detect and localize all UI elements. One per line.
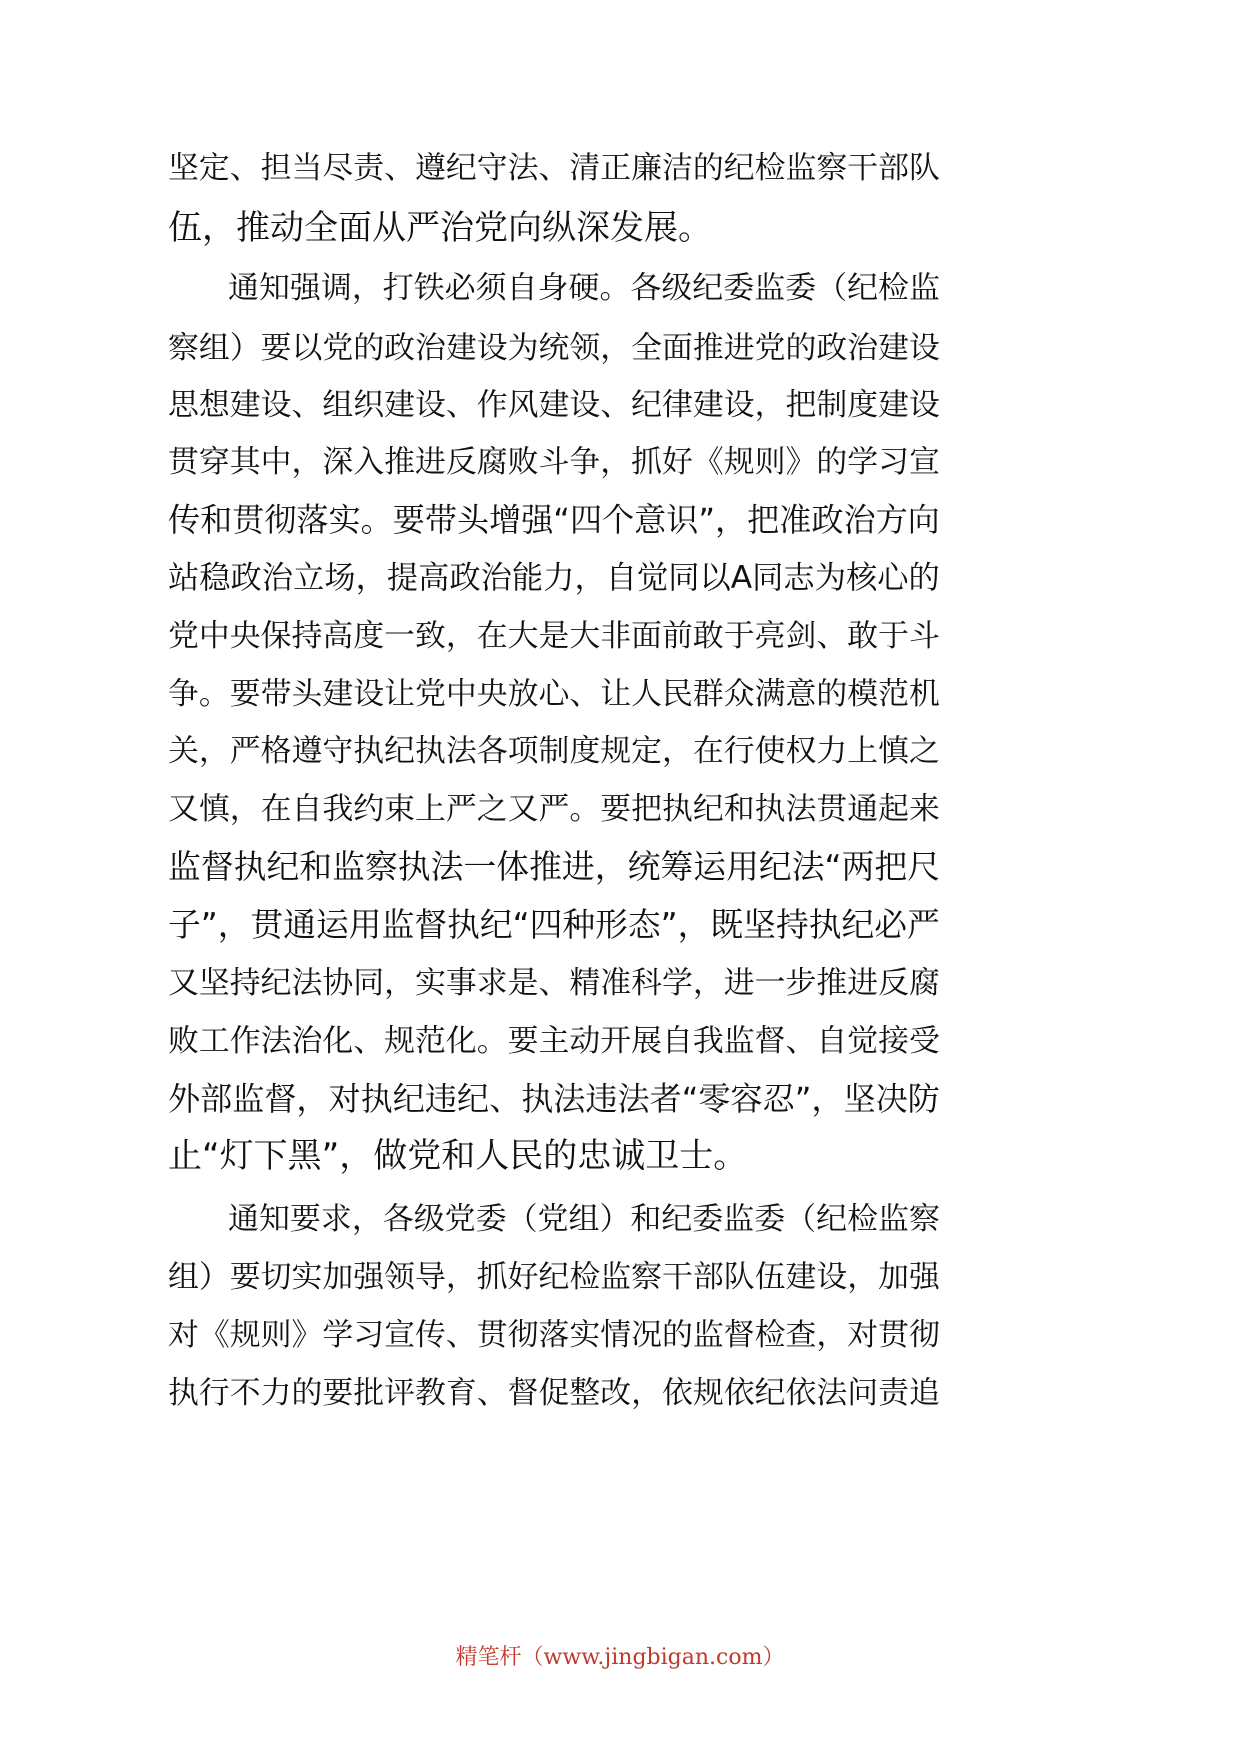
text-line: 止“灯下黑”，做党和人民的忠诚卫士。	[168, 1136, 748, 1176]
text-line: 外部监督，对执纪违纪、执法违法者“零容忍”，坚决防	[168, 1080, 940, 1118]
text-line: 传和贯彻落实。要带头增强“四个意识”，把准政治方向	[168, 501, 940, 539]
footer-watermark: 精笔杆（www.jingbigan.com）	[455, 1645, 785, 1670]
text-line: 又慎，在自我约束上严之又严。要把执纪和执法贯通起来	[168, 791, 940, 827]
text-line: 监督执纪和监察执法一体推进，统筹运用纪法“两把尺	[168, 848, 941, 886]
text-line: 贯穿其中，深入推进反腐败斗争，抓好《规则》的学习宣	[168, 444, 940, 480]
text-line: 察组）要以党的政治建设为统领，全面推进党的政治建设	[168, 330, 940, 366]
text-line: 思想建设、组织建设、作风建设、纪律建设，把制度建设	[168, 387, 940, 423]
text-line: 党中央保持高度一致，在大是大非面前敢于亮剑、敢于斗	[168, 618, 940, 654]
text-line: 坚定、担当尽责、遵纪守法、清正廉洁的纪检监察干部队	[168, 150, 940, 186]
text-line: 又坚持纪法协同，实事求是、精准科学，进一步推进反腐	[168, 965, 940, 1001]
text-line: 站稳政治立场，提高政治能力，自觉同以A同志为核心的	[168, 560, 940, 596]
text-line: 争。要带头建设让党中央放心、让人民群众满意的模范机	[168, 676, 940, 712]
text-line: 关，严格遵守执纪执法各项制度规定，在行使权力上慎之	[168, 733, 940, 769]
text-line: 伍，推动全面从严治党向纵深发展。	[168, 208, 712, 248]
text-line: 通知要求，各级党委（党组）和纪委监委（纪检监察	[228, 1201, 940, 1237]
text-line: 执行不力的要批评教育、督促整改，依规依纪依法问责追	[168, 1375, 940, 1411]
text-line: 败工作法治化、规范化。要主动开展自我监督、自觉接受	[168, 1023, 940, 1059]
text-line: 子”，贯通运用监督执纪“四种形态”，既坚持执纪必严	[168, 906, 940, 944]
text-line: 组）要切实加强领导，抓好纪检监察干部队伍建设，加强	[168, 1259, 940, 1295]
text-line: 对《规则》学习宣传、贯彻落实情况的监督检查，对贯彻	[168, 1317, 940, 1353]
text-line: 通知强调，打铁必须自身硬。各级纪委监委（纪检监	[228, 270, 940, 306]
